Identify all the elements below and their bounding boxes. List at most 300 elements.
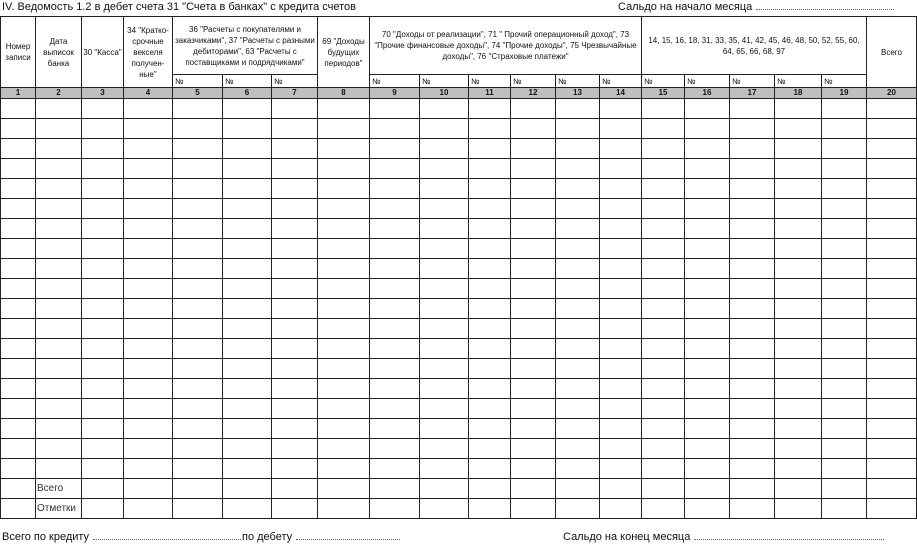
table-cell[interactable] — [822, 499, 867, 519]
table-cell[interactable] — [223, 159, 272, 179]
table-cell[interactable] — [775, 499, 822, 519]
table-cell[interactable] — [511, 139, 556, 159]
table-cell[interactable] — [642, 379, 685, 399]
table-cell[interactable] — [685, 299, 730, 319]
table-cell[interactable] — [867, 299, 917, 319]
table-cell[interactable] — [685, 119, 730, 139]
table-cell[interactable] — [822, 139, 867, 159]
table-cell[interactable] — [223, 139, 272, 159]
table-cell[interactable] — [642, 159, 685, 179]
table-cell[interactable] — [642, 419, 685, 439]
table-cell[interactable] — [420, 479, 469, 499]
table-cell[interactable] — [370, 459, 420, 479]
table-cell[interactable] — [511, 439, 556, 459]
table-cell[interactable] — [556, 299, 600, 319]
table-cell[interactable] — [36, 339, 82, 359]
table-cell[interactable] — [556, 139, 600, 159]
table-cell[interactable] — [511, 119, 556, 139]
table-cell[interactable] — [1, 439, 36, 459]
table-cell[interactable] — [511, 179, 556, 199]
table-cell[interactable] — [223, 459, 272, 479]
table-cell[interactable] — [685, 159, 730, 179]
table-cell[interactable] — [82, 419, 124, 439]
table-cell[interactable] — [272, 419, 318, 439]
table-cell[interactable] — [272, 139, 318, 159]
table-cell[interactable] — [272, 359, 318, 379]
table-cell[interactable] — [642, 459, 685, 479]
table-cell[interactable] — [223, 179, 272, 199]
table-cell[interactable] — [1, 159, 36, 179]
table-cell[interactable] — [775, 139, 822, 159]
table-cell[interactable] — [420, 179, 469, 199]
table-cell[interactable] — [685, 179, 730, 199]
table-cell[interactable] — [173, 459, 223, 479]
table-cell[interactable] — [822, 179, 867, 199]
table-cell[interactable] — [318, 299, 370, 319]
table-cell[interactable] — [223, 259, 272, 279]
table-cell[interactable] — [82, 99, 124, 119]
table-cell[interactable] — [124, 479, 173, 499]
table-cell[interactable] — [867, 379, 917, 399]
table-cell[interactable] — [600, 279, 642, 299]
table-cell[interactable] — [600, 139, 642, 159]
table-cell[interactable] — [642, 279, 685, 299]
table-cell[interactable] — [370, 199, 420, 219]
table-cell[interactable] — [36, 359, 82, 379]
table-cell[interactable] — [370, 219, 420, 239]
table-cell[interactable] — [1, 299, 36, 319]
table-cell[interactable] — [82, 239, 124, 259]
table-cell[interactable] — [511, 99, 556, 119]
table-cell[interactable] — [556, 119, 600, 139]
table-cell[interactable] — [867, 199, 917, 219]
table-cell[interactable] — [420, 499, 469, 519]
table-cell[interactable] — [685, 279, 730, 299]
table-cell[interactable] — [642, 199, 685, 219]
table-cell[interactable] — [642, 499, 685, 519]
table-cell[interactable] — [822, 259, 867, 279]
table-cell[interactable] — [775, 299, 822, 319]
table-cell[interactable] — [1, 199, 36, 219]
table-cell[interactable] — [124, 239, 173, 259]
table-cell[interactable] — [556, 259, 600, 279]
table-cell[interactable] — [36, 399, 82, 419]
table-cell[interactable] — [318, 419, 370, 439]
table-cell[interactable] — [600, 359, 642, 379]
table-cell[interactable] — [600, 319, 642, 339]
table-cell[interactable] — [370, 299, 420, 319]
table-cell[interactable] — [600, 159, 642, 179]
table-cell[interactable] — [556, 439, 600, 459]
table-cell[interactable] — [730, 439, 775, 459]
table-cell[interactable] — [370, 179, 420, 199]
table-cell[interactable] — [556, 339, 600, 359]
table-cell[interactable] — [124, 139, 173, 159]
table-cell[interactable] — [36, 179, 82, 199]
table-cell[interactable] — [822, 439, 867, 459]
table-cell[interactable] — [642, 399, 685, 419]
table-cell[interactable] — [1, 359, 36, 379]
table-cell[interactable] — [318, 319, 370, 339]
table-cell[interactable] — [173, 359, 223, 379]
table-cell[interactable] — [685, 459, 730, 479]
table-cell[interactable] — [420, 459, 469, 479]
table-cell[interactable] — [82, 179, 124, 199]
table-cell[interactable] — [1, 119, 36, 139]
table-cell[interactable] — [867, 119, 917, 139]
table-cell[interactable] — [642, 179, 685, 199]
table-cell[interactable] — [469, 359, 511, 379]
table-cell[interactable] — [730, 359, 775, 379]
table-cell[interactable] — [822, 279, 867, 299]
table-cell[interactable] — [318, 159, 370, 179]
table-cell[interactable] — [685, 439, 730, 459]
table-cell[interactable] — [775, 459, 822, 479]
table-cell[interactable] — [1, 139, 36, 159]
table-cell[interactable] — [822, 459, 867, 479]
table-cell[interactable] — [272, 439, 318, 459]
table-cell[interactable] — [1, 279, 36, 299]
table-cell[interactable] — [370, 119, 420, 139]
table-cell[interactable] — [775, 119, 822, 139]
table-cell[interactable] — [867, 139, 917, 159]
credit-total-field[interactable] — [93, 531, 241, 540]
table-cell[interactable] — [642, 479, 685, 499]
table-cell[interactable] — [775, 339, 822, 359]
table-cell[interactable] — [173, 219, 223, 239]
table-cell[interactable] — [867, 499, 917, 519]
table-cell[interactable] — [822, 379, 867, 399]
table-cell[interactable] — [36, 99, 82, 119]
table-cell[interactable] — [272, 399, 318, 419]
table-cell[interactable] — [420, 279, 469, 299]
table-cell[interactable] — [370, 279, 420, 299]
table-cell[interactable] — [511, 199, 556, 219]
table-cell[interactable] — [1, 459, 36, 479]
table-cell[interactable] — [600, 119, 642, 139]
table-cell[interactable] — [36, 419, 82, 439]
table-cell[interactable] — [867, 479, 917, 499]
table-cell[interactable] — [642, 99, 685, 119]
table-cell[interactable] — [370, 479, 420, 499]
table-cell[interactable] — [730, 139, 775, 159]
table-cell[interactable] — [730, 239, 775, 259]
table-cell[interactable] — [822, 339, 867, 359]
table-cell[interactable] — [469, 199, 511, 219]
table-cell[interactable] — [272, 239, 318, 259]
table-cell[interactable] — [318, 199, 370, 219]
table-cell[interactable] — [370, 439, 420, 459]
table-cell[interactable] — [36, 139, 82, 159]
table-cell[interactable] — [822, 119, 867, 139]
table-cell[interactable] — [420, 139, 469, 159]
table-cell[interactable] — [730, 399, 775, 419]
table-cell[interactable] — [556, 279, 600, 299]
table-cell[interactable] — [556, 179, 600, 199]
table-cell[interactable] — [556, 239, 600, 259]
table-cell[interactable] — [36, 259, 82, 279]
table-cell[interactable] — [822, 479, 867, 499]
table-cell[interactable] — [469, 259, 511, 279]
table-cell[interactable] — [82, 219, 124, 239]
table-cell[interactable] — [642, 259, 685, 279]
table-cell[interactable] — [82, 259, 124, 279]
table-cell[interactable] — [775, 239, 822, 259]
table-cell[interactable] — [730, 219, 775, 239]
table-cell[interactable] — [469, 179, 511, 199]
table-cell[interactable] — [173, 179, 223, 199]
table-cell[interactable] — [36, 239, 82, 259]
table-cell[interactable] — [1, 499, 36, 519]
table-cell[interactable] — [420, 159, 469, 179]
table-cell[interactable] — [822, 419, 867, 439]
table-cell[interactable] — [775, 359, 822, 379]
table-cell[interactable] — [600, 399, 642, 419]
table-cell[interactable] — [318, 99, 370, 119]
table-cell[interactable] — [124, 279, 173, 299]
table-cell[interactable] — [36, 279, 82, 299]
table-cell[interactable] — [511, 359, 556, 379]
table-cell[interactable] — [730, 479, 775, 499]
table-cell[interactable] — [867, 259, 917, 279]
table-cell[interactable] — [318, 139, 370, 159]
table-cell[interactable] — [685, 139, 730, 159]
table-cell[interactable] — [82, 199, 124, 219]
table-cell[interactable] — [867, 279, 917, 299]
table-cell[interactable] — [124, 319, 173, 339]
table-cell[interactable] — [600, 379, 642, 399]
table-cell[interactable] — [82, 119, 124, 139]
table-cell[interactable] — [124, 459, 173, 479]
table-cell[interactable] — [173, 119, 223, 139]
table-cell[interactable] — [223, 499, 272, 519]
table-cell[interactable] — [685, 199, 730, 219]
table-cell[interactable] — [600, 199, 642, 219]
table-cell[interactable] — [124, 199, 173, 219]
table-cell[interactable] — [600, 299, 642, 319]
table-cell[interactable] — [511, 279, 556, 299]
table-cell[interactable] — [223, 439, 272, 459]
table-cell[interactable] — [124, 399, 173, 419]
table-cell[interactable] — [223, 199, 272, 219]
table-cell[interactable] — [223, 419, 272, 439]
table-cell[interactable] — [775, 99, 822, 119]
table-cell[interactable] — [469, 139, 511, 159]
table-cell[interactable] — [730, 459, 775, 479]
table-cell[interactable] — [173, 399, 223, 419]
table-cell[interactable] — [556, 159, 600, 179]
table-cell[interactable] — [318, 339, 370, 359]
table-cell[interactable] — [775, 279, 822, 299]
table-cell[interactable] — [173, 339, 223, 359]
table-cell[interactable] — [730, 119, 775, 139]
table-cell[interactable] — [36, 439, 82, 459]
table-cell[interactable] — [469, 399, 511, 419]
table-cell[interactable] — [469, 479, 511, 499]
table-cell[interactable] — [556, 399, 600, 419]
table-cell[interactable] — [36, 299, 82, 319]
table-cell[interactable] — [370, 379, 420, 399]
table-cell[interactable] — [867, 439, 917, 459]
table-cell[interactable] — [775, 219, 822, 239]
table-cell[interactable] — [223, 99, 272, 119]
table-cell[interactable] — [685, 379, 730, 399]
table-cell[interactable] — [223, 239, 272, 259]
table-cell[interactable] — [556, 479, 600, 499]
table-cell[interactable] — [642, 319, 685, 339]
table-cell[interactable] — [124, 499, 173, 519]
table-cell[interactable] — [318, 219, 370, 239]
table-cell[interactable] — [223, 279, 272, 299]
table-cell[interactable] — [642, 239, 685, 259]
table-cell[interactable] — [867, 359, 917, 379]
table-cell[interactable] — [775, 259, 822, 279]
table-cell[interactable] — [775, 379, 822, 399]
table-cell[interactable] — [173, 379, 223, 399]
table-cell[interactable] — [775, 479, 822, 499]
table-cell[interactable] — [36, 159, 82, 179]
table-cell[interactable] — [223, 379, 272, 399]
table-cell[interactable] — [173, 439, 223, 459]
table-cell[interactable] — [556, 219, 600, 239]
table-cell[interactable] — [272, 159, 318, 179]
table-cell[interactable] — [600, 239, 642, 259]
table-cell[interactable] — [556, 99, 600, 119]
table-cell[interactable] — [318, 479, 370, 499]
table-cell[interactable] — [36, 119, 82, 139]
table-cell[interactable] — [822, 219, 867, 239]
table-cell[interactable] — [370, 159, 420, 179]
table-cell[interactable] — [685, 359, 730, 379]
table-cell[interactable] — [420, 359, 469, 379]
table-cell[interactable] — [822, 159, 867, 179]
table-cell[interactable] — [642, 119, 685, 139]
table-cell[interactable] — [272, 339, 318, 359]
table-cell[interactable] — [420, 419, 469, 439]
table-cell[interactable] — [730, 419, 775, 439]
table-cell[interactable] — [511, 159, 556, 179]
table-cell[interactable] — [82, 299, 124, 319]
table-cell[interactable] — [600, 439, 642, 459]
table-cell[interactable] — [36, 379, 82, 399]
table-cell[interactable] — [642, 439, 685, 459]
table-cell[interactable] — [124, 219, 173, 239]
table-cell[interactable] — [82, 399, 124, 419]
table-cell[interactable] — [124, 259, 173, 279]
table-cell[interactable] — [124, 119, 173, 139]
table-cell[interactable] — [822, 199, 867, 219]
table-cell[interactable] — [173, 419, 223, 439]
table-cell[interactable] — [272, 319, 318, 339]
table-cell[interactable] — [469, 119, 511, 139]
saldo-start-field[interactable] — [756, 1, 894, 10]
table-cell[interactable] — [173, 319, 223, 339]
table-cell[interactable] — [469, 219, 511, 239]
table-cell[interactable] — [370, 419, 420, 439]
table-cell[interactable] — [318, 179, 370, 199]
table-cell[interactable] — [36, 199, 82, 219]
table-cell[interactable] — [730, 259, 775, 279]
table-cell[interactable] — [370, 399, 420, 419]
table-cell[interactable] — [867, 419, 917, 439]
table-cell[interactable] — [1, 179, 36, 199]
table-cell[interactable] — [469, 339, 511, 359]
table-cell[interactable] — [370, 139, 420, 159]
table-cell[interactable] — [82, 359, 124, 379]
table-cell[interactable] — [556, 379, 600, 399]
table-cell[interactable] — [775, 419, 822, 439]
table-cell[interactable] — [124, 159, 173, 179]
table-cell[interactable] — [511, 259, 556, 279]
table-cell[interactable] — [370, 259, 420, 279]
table-cell[interactable] — [318, 239, 370, 259]
table-cell[interactable] — [272, 259, 318, 279]
table-cell[interactable] — [600, 99, 642, 119]
table-cell[interactable] — [223, 119, 272, 139]
table-cell[interactable] — [469, 379, 511, 399]
table-cell[interactable] — [173, 279, 223, 299]
table-cell[interactable] — [318, 279, 370, 299]
table-cell[interactable] — [642, 299, 685, 319]
table-cell[interactable] — [642, 219, 685, 239]
table-cell[interactable] — [556, 459, 600, 479]
table-cell[interactable] — [511, 499, 556, 519]
table-cell[interactable] — [272, 199, 318, 219]
table-cell[interactable] — [600, 499, 642, 519]
table-cell[interactable] — [730, 379, 775, 399]
debit-total-field[interactable] — [296, 531, 400, 540]
table-cell[interactable] — [420, 239, 469, 259]
table-cell[interactable] — [469, 459, 511, 479]
table-cell[interactable] — [1, 479, 36, 499]
table-cell[interactable] — [82, 339, 124, 359]
table-cell[interactable] — [173, 139, 223, 159]
table-cell[interactable] — [318, 379, 370, 399]
table-cell[interactable] — [600, 219, 642, 239]
table-cell[interactable] — [822, 359, 867, 379]
table-cell[interactable] — [469, 239, 511, 259]
table-cell[interactable] — [420, 119, 469, 139]
table-cell[interactable] — [775, 159, 822, 179]
table-cell[interactable] — [867, 239, 917, 259]
table-cell[interactable] — [223, 339, 272, 359]
table-cell[interactable] — [272, 119, 318, 139]
table-cell[interactable] — [420, 219, 469, 239]
table-cell[interactable] — [223, 219, 272, 239]
table-cell[interactable] — [173, 259, 223, 279]
table-cell[interactable] — [511, 319, 556, 339]
table-cell[interactable] — [685, 219, 730, 239]
table-cell[interactable] — [36, 459, 82, 479]
table-cell[interactable] — [685, 239, 730, 259]
table-cell[interactable] — [124, 379, 173, 399]
table-cell[interactable] — [469, 499, 511, 519]
table-cell[interactable] — [82, 439, 124, 459]
table-cell[interactable] — [685, 499, 730, 519]
table-cell[interactable] — [1, 219, 36, 239]
table-cell[interactable] — [82, 319, 124, 339]
table-cell[interactable] — [511, 479, 556, 499]
table-cell[interactable] — [642, 139, 685, 159]
table-cell[interactable] — [124, 439, 173, 459]
table-cell[interactable] — [730, 199, 775, 219]
table-cell[interactable] — [173, 499, 223, 519]
table-cell[interactable] — [173, 199, 223, 219]
table-cell[interactable] — [272, 459, 318, 479]
table-cell[interactable] — [223, 359, 272, 379]
table-cell[interactable] — [173, 239, 223, 259]
table-cell[interactable] — [1, 379, 36, 399]
